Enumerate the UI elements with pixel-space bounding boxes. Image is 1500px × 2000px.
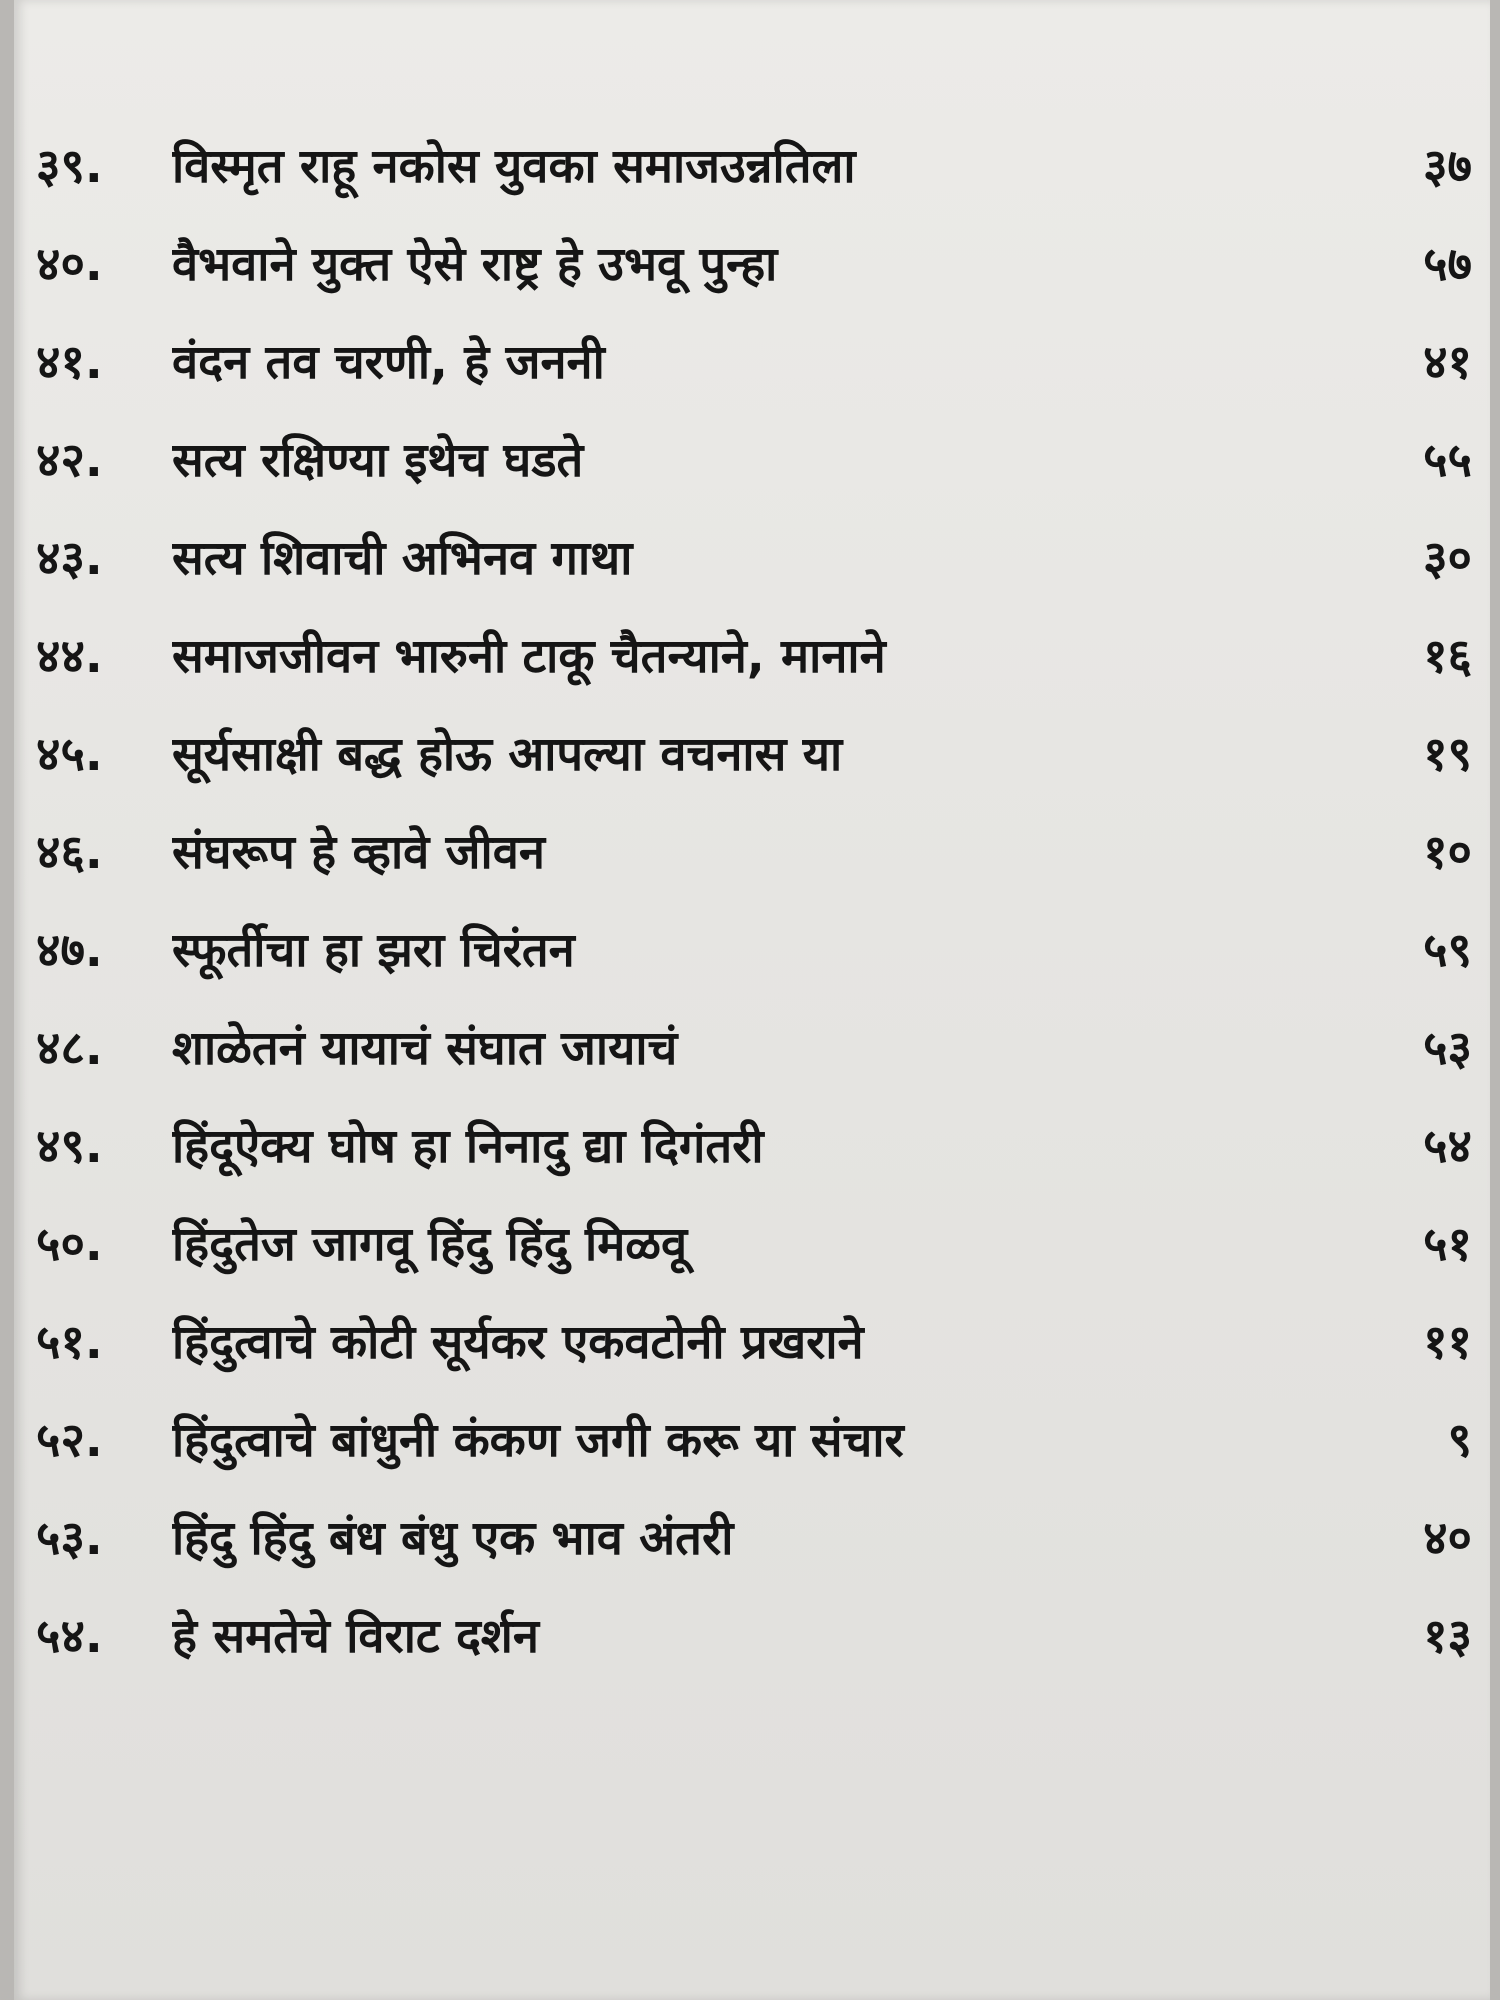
entry-page-number: ३० xyxy=(1423,531,1472,586)
entry-number: ५४. xyxy=(36,1609,103,1664)
entry-number: ४१. xyxy=(36,335,103,390)
entry-page-number: १९ xyxy=(1423,727,1472,782)
entry-page-number: ११ xyxy=(1423,1315,1472,1370)
book-page xyxy=(14,0,1490,2000)
entry-number: ४२. xyxy=(36,433,103,488)
entry-title: सत्य शिवाची अभिनव गाथा xyxy=(172,531,633,586)
toc-entry xyxy=(14,412,1490,510)
toc-entry xyxy=(14,1588,1490,1686)
entry-title: हिंदूऐक्य घोष हा निनादु द्या दिगंतरी xyxy=(172,1119,764,1174)
entry-number: ५२. xyxy=(36,1413,103,1468)
entry-title: हिंदुतेज जागवू हिंदु हिंदु मिळवू xyxy=(172,1217,688,1272)
toc-entry xyxy=(14,902,1490,1000)
entry-title: शाळेतनं यायाचं संघात जायाचं xyxy=(172,1021,678,1076)
entry-number: ४४. xyxy=(36,629,103,684)
toc-entry xyxy=(14,1490,1490,1588)
entry-page-number: १६ xyxy=(1423,629,1472,684)
entry-title: वंदन तव चरणी, हे जननी xyxy=(172,335,605,390)
toc-entry xyxy=(14,314,1490,412)
entry-page-number: ४० xyxy=(1423,1511,1472,1566)
entry-title: सूर्यसाक्षी बद्ध होऊ आपल्या वचनास या xyxy=(172,727,843,782)
entry-title: हिंदुत्वाचे कोटी सूर्यकर एकवटोनी प्रखराने xyxy=(172,1315,864,1370)
entry-page-number: ५७ xyxy=(1423,237,1472,292)
toc-entry xyxy=(14,510,1490,608)
entry-number: ५०. xyxy=(36,1217,103,1272)
entry-number: ४८. xyxy=(36,1021,103,1076)
entry-number: ४०. xyxy=(36,237,103,292)
entry-number: ४३. xyxy=(36,531,103,586)
entry-title: सत्य रक्षिण्या इथेच घडते xyxy=(172,433,584,488)
entry-number: ३९. xyxy=(36,139,103,194)
entry-number: ४७. xyxy=(36,923,103,978)
entry-title: संघरूप हे व्हावे जीवन xyxy=(172,825,545,880)
toc-entry xyxy=(14,1392,1490,1490)
toc-entry xyxy=(14,118,1490,216)
toc-entry xyxy=(14,1196,1490,1294)
entry-page-number: ५४ xyxy=(1423,1119,1472,1174)
toc-entry xyxy=(14,1294,1490,1392)
entry-page-number: ५१ xyxy=(1423,1217,1472,1272)
entry-number: ५३. xyxy=(36,1511,103,1566)
entry-title: हे समतेचे विराट दर्शन xyxy=(172,1609,539,1664)
entry-title: समाजजीवन भारुनी टाकू चैतन्याने, मानाने xyxy=(172,629,886,684)
entry-number: ४६. xyxy=(36,825,103,880)
entry-page-number: १३ xyxy=(1423,1609,1472,1664)
entry-page-number: ५३ xyxy=(1423,1021,1472,1076)
toc-entry xyxy=(14,216,1490,314)
entry-number: ४९. xyxy=(36,1119,103,1174)
toc-entry xyxy=(14,706,1490,804)
toc-entry xyxy=(14,804,1490,902)
entry-number: ४५. xyxy=(36,727,103,782)
entry-title: हिंदु हिंदु बंध बंधु एक भाव अंतरी xyxy=(172,1511,734,1566)
entry-title: वैभवाने युक्त ऐसे राष्ट्र हे उभवू पुन्हा xyxy=(172,237,778,292)
entry-page-number: ५९ xyxy=(1423,923,1472,978)
entry-page-number: १० xyxy=(1423,825,1472,880)
entry-title: स्फूर्तीचा हा झरा चिरंतन xyxy=(172,923,575,978)
entry-page-number: ४१ xyxy=(1423,335,1472,390)
toc-entry xyxy=(14,608,1490,706)
toc-entry xyxy=(14,1000,1490,1098)
toc-entry xyxy=(14,1098,1490,1196)
entry-page-number: ९ xyxy=(1447,1413,1472,1468)
entry-page-number: ३७ xyxy=(1423,139,1472,194)
table-of-contents xyxy=(14,118,1490,1686)
entry-page-number: ५५ xyxy=(1423,433,1472,488)
entry-title: विस्मृत राहू नकोस युवका समाजउन्नतिला xyxy=(172,139,856,194)
entry-title: हिंदुत्वाचे बांधुनी कंकण जगी करू या संचार xyxy=(172,1413,904,1468)
entry-number: ५१. xyxy=(36,1315,103,1370)
